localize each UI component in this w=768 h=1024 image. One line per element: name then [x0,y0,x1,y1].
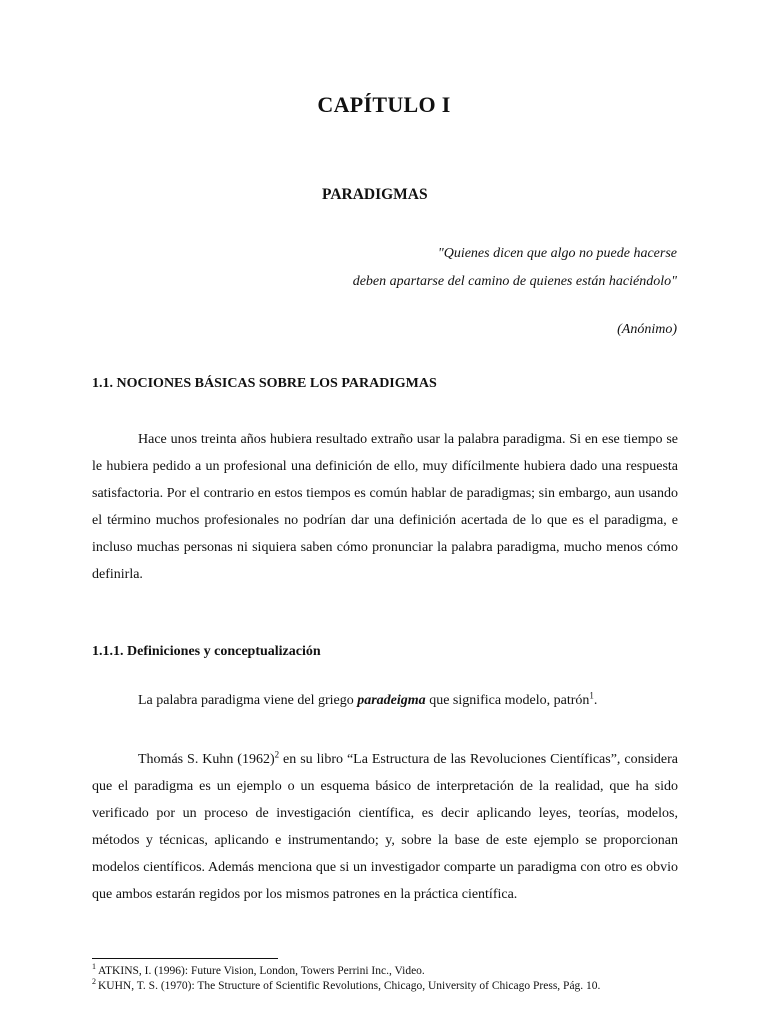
footnote-2-text: KUHN, T. S. (1970): The Structure of Scientific Revolutions, Chicago, University of Chicago Press, Pág. 10. [98,980,601,992]
etymology-term: paradeigma [357,693,426,708]
kuhn-text-before: Thomás S. Kuhn (1962) [138,752,275,767]
kuhn-text-after: en su libro “La Estructura de las Revoluciones Científicas”, considera que el paradigma es un ejemplo o un esquema básico de interpretación de la realidad, que ha sido verificado por un proceso de investigación científica, es decir aplicando leyes, teorías, modelos, métodos y técnicas, aplicando e instrumentando; y, sobre la base de este ejemplo se proporcionan modelos científicos. Además menciona que si un investigador comparte un paradigma con otro es obvio que ambos estarán regidos por los mismos patrones en la práctica científica. [92,752,679,902]
footnote-2-number: 2 [92,977,96,987]
section-heading-1-1: 1.1. NOCIONES BÁSICAS SOBRE LOS PARADIGMAS [92,376,437,391]
epigraph-author: (Anónimo) [617,322,677,337]
etymology-text-after: que significa modelo, patrón [425,693,590,708]
footnote-ref-1: 1 [589,690,594,701]
chapter-title: CAPÍTULO I [317,92,451,117]
chapter-subtitle: PARADIGMAS [322,186,428,203]
paragraph-etymology [138,690,598,709]
footnote-2 [92,979,600,993]
paragraph-nociones: Hace unos treinta años hubiera resultado extraño usar la palabra paradigma. Si en ese tiempo se le hubiera pedido a un profesional una definición de ello, muy difícilmente hubiera dado una respuesta satisfactoria. Por el contrario en estos tiempos es común hablar de paradigmas; sin embargo, aun usando el término muchos profesionales no podrían dar una definición acertada de lo que es el paradigma, e incluso muchas personas ni siquiera saben cómo pronunciar la palabra paradigma, mucho menos cómo definirla. [92,432,678,582]
section-heading-1-1-1: 1.1.1. Definiciones y conceptualización [92,644,321,659]
footnote-1-number: 1 [92,962,96,972]
footnote-ref-2: 2 [274,749,280,760]
epigraph-line-1: "Quienes dicen que algo no puede hacerse [437,246,677,261]
footnote-separator [92,958,278,959]
footnote-1-text: ATKINS, I. (1996): Future Vision, London, Towers Perrini Inc., Video. [98,965,425,977]
footnote-1 [92,964,425,978]
epigraph-quote [353,240,677,296]
etymology-period: . [593,693,598,708]
epigraph-line-2: deben apartarse del camino de quienes están haciéndolo" [352,274,677,289]
paragraph-kuhn [92,746,678,908]
etymology-text-before: La palabra paradigma viene del griego [138,693,358,708]
